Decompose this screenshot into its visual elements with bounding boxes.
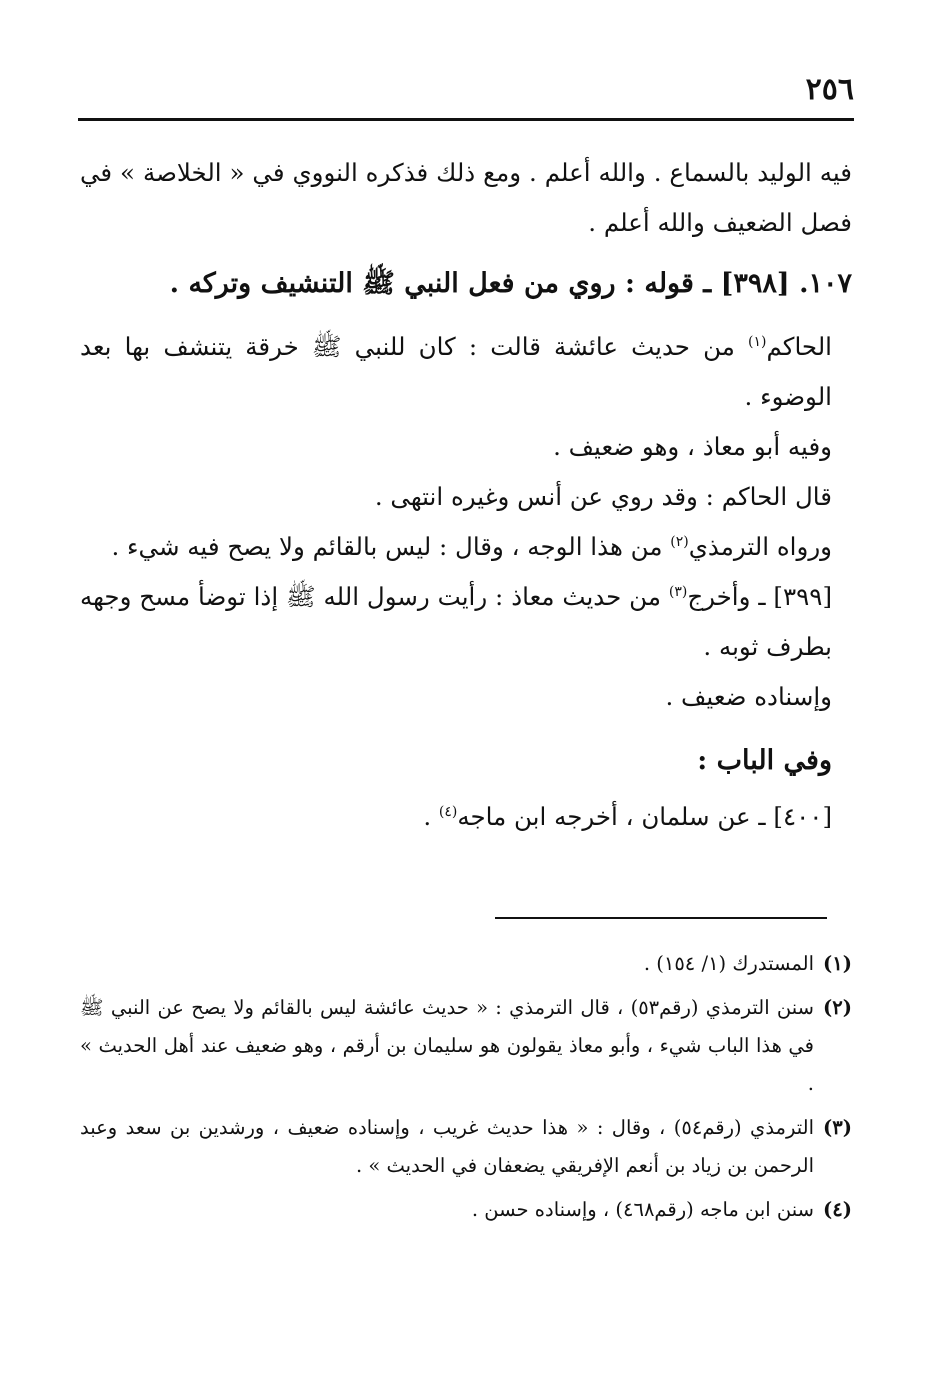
- page-number: ٢٥٦: [805, 72, 854, 107]
- footnote-number: (٤): [823, 1198, 852, 1221]
- paragraph-hakim: [80, 322, 852, 422]
- sub-heading: وفي الباب :: [697, 745, 832, 776]
- paragraph-muadh-text-a: [٣٩٩] ـ وأخرج: [687, 582, 832, 611]
- main-text: [80, 148, 852, 842]
- footnote-4: [80, 1191, 852, 1229]
- paragraph-abu-muadh: وفيه أبو معاذ ، وهو ضعيف .: [553, 432, 832, 461]
- paragraph-qal-hakim: قال الحاكم : وقد روي عن أنس وغيره انتهى .: [374, 482, 832, 511]
- footnote-text: سنن الترمذي (رقم٥٣) ، قال الترمذي : « حديث عائشة ليس بالقائم ولا يصح عن النبي ﷺ في هذا الباب شيء ، وأبو معاذ يقولون هو سليمان بن أرقم ، وهو ضعيف عند أهل الحديث » .: [80, 996, 814, 1095]
- footnote-ref-4[interactable]: (٤): [438, 803, 458, 820]
- footnote-ref-1[interactable]: (١): [748, 333, 767, 350]
- section-heading: ١٠٧. [٣٩٨] ـ قوله : روي من فعل النبي ﷺ التنشيف وتركه .: [169, 268, 852, 299]
- paragraph-intro: فيه الوليد بالسماع . والله أعلم . ومع ذلك فذكره النووي في « الخلاصة » في فصل الضعيف والله أعلم .: [80, 158, 852, 237]
- footnote-ref-2[interactable]: (٢): [670, 533, 689, 550]
- footnote-text: الترمذي (رقم٥٤) ، وقال : « هذا حديث غريب ، وإسناده ضعيف ، ورشدين بن سعد وعبد الرحمن بن زياد بن أنعم الإفريقي يضعفان في الحديث » .: [80, 1116, 815, 1177]
- paragraph-tirmidhi: [80, 522, 852, 572]
- footnote-3: [80, 1109, 852, 1185]
- paragraph-tirmidhi-text-a: ورواه الترمذي: [688, 532, 832, 561]
- paragraph-muadh-text-b: من حديث معاذ : رأيت رسول الله ﷺ إذا توضأ مسح وجهه بطرف ثوبه .: [80, 582, 832, 661]
- footnote-1: [80, 945, 852, 983]
- footnotes: [80, 945, 852, 1235]
- footnote-text: المستدرك (١/ ١٥٤) .: [643, 952, 814, 975]
- footnote-rule: [495, 917, 827, 919]
- paragraph-isnad: وإسناده ضعيف .: [665, 682, 832, 711]
- paragraph-hakim-text-a: الحاكم: [766, 332, 832, 361]
- paragraph-salman: [80, 792, 852, 842]
- footnote-number: (٣): [823, 1116, 852, 1139]
- header-rule: [78, 118, 854, 121]
- paragraph-salman-text-a: [٤٠٠] ـ عن سلمان ، أخرجه ابن ماجه: [457, 802, 832, 831]
- footnote-number: (١): [823, 952, 852, 975]
- footnote-2: [80, 989, 852, 1103]
- paragraph-tirmidhi-text-b: من هذا الوجه ، وقال : ليس بالقائم ولا يصح فيه شيء .: [111, 532, 671, 561]
- paragraph-hakim-text-b: من حديث عائشة قالت : كان للنبي ﷺ خرقة يتنشف بها بعد الوضوء .: [80, 332, 832, 411]
- footnote-number: (٢): [823, 996, 852, 1019]
- paragraph-salman-text-b: .: [423, 802, 439, 831]
- paragraph-muadh: [80, 572, 852, 672]
- footnote-text: سنن ابن ماجه (رقم٤٦٨) ، وإسناده حسن .: [471, 1198, 814, 1221]
- footnote-ref-3[interactable]: (٣): [668, 583, 688, 600]
